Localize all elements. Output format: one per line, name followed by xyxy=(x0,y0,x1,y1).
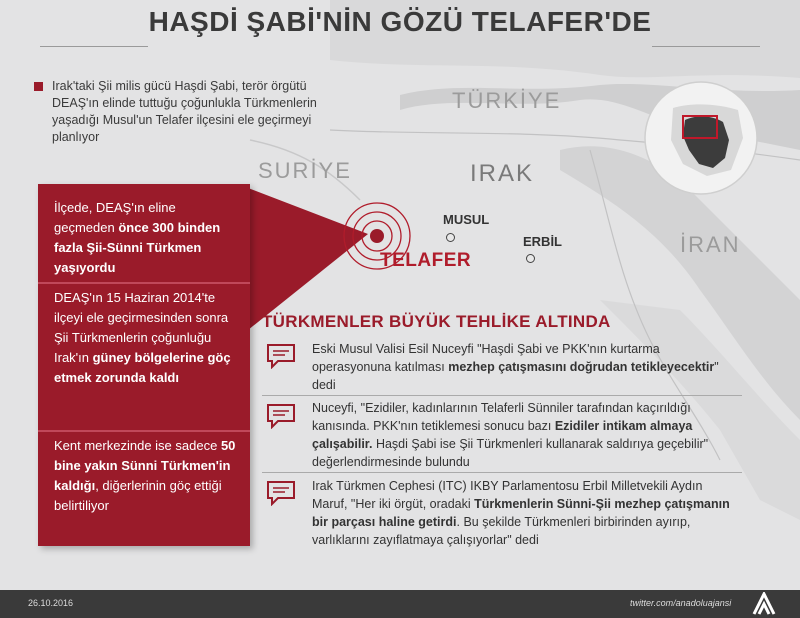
fact-divider xyxy=(38,430,250,432)
title-rule-left xyxy=(40,46,148,47)
fact-3: Kent merkezinde ise sadece 50 bine yakın Sünni Türkmen'in kaldığı, diğerlerinin göç ettiği belirtiliyor xyxy=(54,438,236,513)
label-iran: İRAN xyxy=(680,232,741,257)
label-turkey: TÜRKİYE xyxy=(452,88,562,113)
city-telafer-label: TELAFER xyxy=(380,250,472,271)
iraq-locator-map-icon xyxy=(643,80,759,196)
quote-3: Irak Türkmen Cephesi (ITC) IKBY Parlamentosu Erbil Milletvekili Aydın Maruf, "Her iki örgüt, oradaki Türkmenlerin Sünni-Şii mezhep çatışmanın bir parçası haline getirdi. Bu şekilde Türkmenleri birbirinden ayırıp, varlıklarını zayıflatmaya çalışıyorlar" dedi xyxy=(312,479,730,547)
fact-2: DEAŞ'ın 15 Haziran 2014'te ilçeyi ele geçirmesinden sonra Şii Türkmenlerin çoğunluğu Irak'ın güney bölgelerine göç etmek zorunda kaldı xyxy=(54,290,231,385)
footer-twitter-link[interactable]: twitter.com/anadoluajansi xyxy=(630,598,732,608)
speech-bubble-icon xyxy=(266,343,296,369)
section-title: TÜRKMENLER BÜYÜK TEHLİKE ALTINDA xyxy=(262,312,611,331)
label-syria: SURİYE xyxy=(258,158,352,183)
intro-text: Irak'taki Şii milis gücü Haşdi Şabi, terör örgütü DEAŞ'ın elinde tuttuğu çoğunlukla Türkmenlerin yaşadığı Musul'un Telafer ilçesini ele geçirmeyi planlıyor xyxy=(52,79,317,144)
quote-divider xyxy=(262,395,742,396)
city-erbil-dot xyxy=(526,254,535,263)
title-rule-right xyxy=(652,46,760,47)
label-iraq: IRAK xyxy=(470,160,535,187)
quote-2: Nuceyfi, "Ezidiler, kadınlarının Telaferli Sünniler tarafından kaçırıldığı kanısında. PKK'nın tetiklemesi sonucu bazı Ezidiler intikam almaya çalışabilir. Haşdi Şabi ise Şii Türkmenleri kullanarak saldırıya geçebilir" değerlendirmesinde bulundu xyxy=(312,401,709,469)
city-mosul-dot xyxy=(446,233,455,242)
page-title: HAŞDİ ŞABİ'NİN GÖZÜ TELAFER'DE xyxy=(148,6,652,37)
speech-bubble-icon xyxy=(266,403,296,429)
intro-bullet xyxy=(34,82,43,91)
aa-logo-icon xyxy=(750,592,778,616)
quote-1: Eski Musul Valisi Esil Nuceyfi "Haşdi Şabi ve PKK'nın kurtarma operasyonuna katılması mezhep çatışmasını doğrudan tetikleyecektir" dedi xyxy=(312,342,719,392)
fact-1: İlçede, DEAŞ'ın eline geçmeden önce 300 binden fazla Şii-Sünni Türkmen yaşıyordu xyxy=(54,200,221,275)
footer-date: 26.10.2016 xyxy=(28,598,74,608)
city-erbil-label: ERBİL xyxy=(523,234,562,249)
speech-bubble-icon xyxy=(266,480,296,506)
city-mosul-label: MUSUL xyxy=(443,212,490,227)
fact-divider xyxy=(38,282,250,284)
quote-divider xyxy=(262,472,742,473)
footer xyxy=(0,590,800,618)
facts-panel xyxy=(38,184,250,546)
